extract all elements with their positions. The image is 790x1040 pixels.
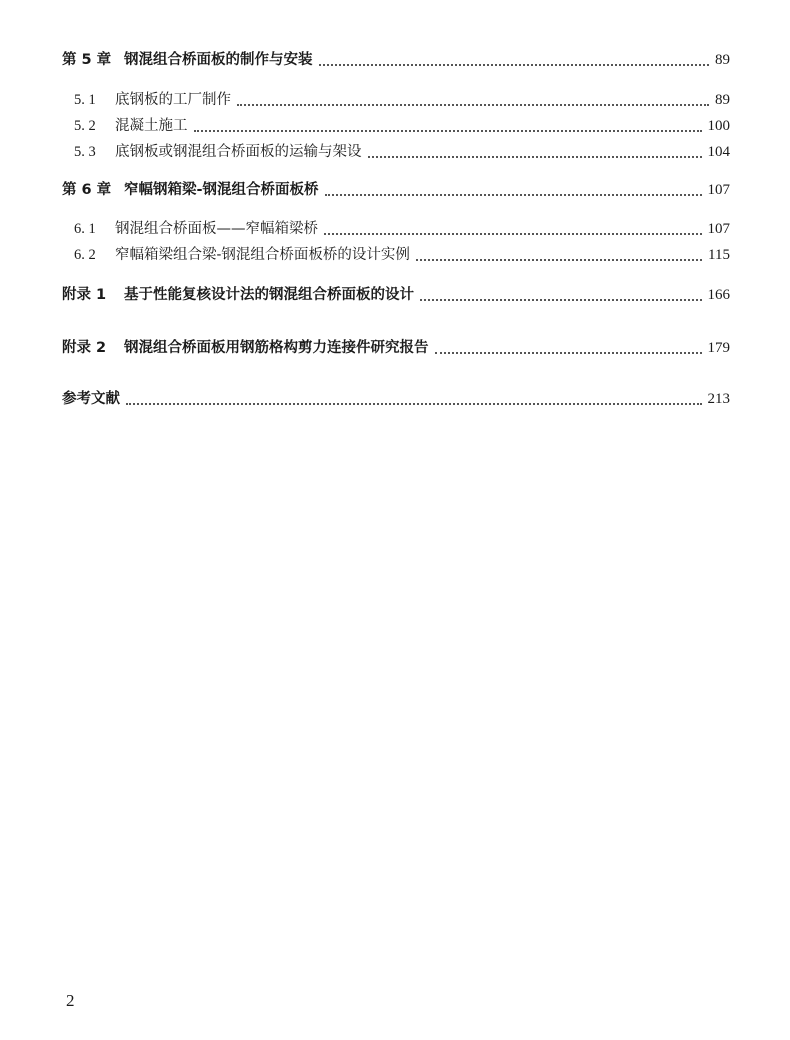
toc-entry-section-6-2 bbox=[74, 243, 730, 265]
dot-leader bbox=[368, 155, 702, 158]
dot-leader bbox=[324, 232, 702, 235]
page-number: 107 bbox=[707, 221, 730, 237]
appendix-number: 附录 1 bbox=[62, 287, 107, 303]
dot-leader bbox=[237, 103, 709, 106]
toc-entry-section-6-1 bbox=[74, 217, 730, 239]
toc-entry-references bbox=[62, 387, 730, 409]
page-number: 104 bbox=[707, 144, 730, 160]
page-number: 107 bbox=[707, 182, 730, 198]
folio-page-number: 2 bbox=[66, 991, 75, 1010]
section-title: 窄幅箱梁组合梁-钢混组合桥面板桥的设计实例 bbox=[115, 247, 410, 263]
page-number: 115 bbox=[708, 247, 730, 263]
section-number: 5. 1 bbox=[74, 92, 96, 108]
page-number: 89 bbox=[715, 52, 730, 68]
toc-entry-section-5-2 bbox=[74, 114, 730, 136]
chapter-number: 第 6 章 bbox=[62, 182, 112, 198]
chapter-number: 第 5 章 bbox=[62, 52, 112, 68]
section-number: 6. 1 bbox=[74, 221, 96, 237]
dot-leader bbox=[194, 129, 702, 132]
chapter-title: 窄幅钢箱梁-钢混组合桥面板桥 bbox=[124, 182, 319, 198]
toc-entry-chapter-6 bbox=[62, 178, 730, 200]
page-number: 100 bbox=[707, 118, 730, 134]
chapter-title: 钢混组合桥面板的制作与安装 bbox=[124, 52, 313, 68]
appendix-title: 钢混组合桥面板用钢筋格构剪力连接件研究报告 bbox=[124, 340, 429, 356]
toc-entry-appendix-2 bbox=[62, 336, 730, 358]
dot-leader bbox=[319, 63, 710, 66]
section-number: 5. 3 bbox=[74, 144, 96, 160]
toc-entry-chapter-5 bbox=[62, 48, 730, 70]
references-title: 参考文献 bbox=[62, 391, 120, 407]
section-title: 底钢板或钢混组合桥面板的运输与架设 bbox=[115, 144, 362, 160]
dot-leader bbox=[416, 258, 702, 261]
section-title: 底钢板的工厂制作 bbox=[115, 92, 231, 108]
toc-entry-section-5-3 bbox=[74, 140, 730, 162]
page-number: 179 bbox=[707, 340, 730, 356]
section-number: 5. 2 bbox=[74, 118, 96, 134]
toc-entry-appendix-1 bbox=[62, 283, 730, 305]
dot-leader bbox=[420, 298, 702, 301]
section-title: 混凝土施工 bbox=[115, 118, 188, 134]
dot-leader bbox=[435, 351, 702, 354]
section-number: 6. 2 bbox=[74, 247, 96, 263]
section-title: 钢混组合桥面板——窄幅箱梁桥 bbox=[115, 221, 318, 237]
page-number: 89 bbox=[715, 92, 730, 108]
toc-entry-section-5-1 bbox=[74, 88, 730, 110]
dot-leader bbox=[126, 402, 702, 405]
appendix-number: 附录 2 bbox=[62, 340, 107, 356]
appendix-title: 基于性能复核设计法的钢混组合桥面板的设计 bbox=[124, 287, 414, 303]
page-number: 166 bbox=[707, 287, 730, 303]
dot-leader bbox=[325, 193, 702, 196]
page-number: 213 bbox=[707, 391, 730, 407]
